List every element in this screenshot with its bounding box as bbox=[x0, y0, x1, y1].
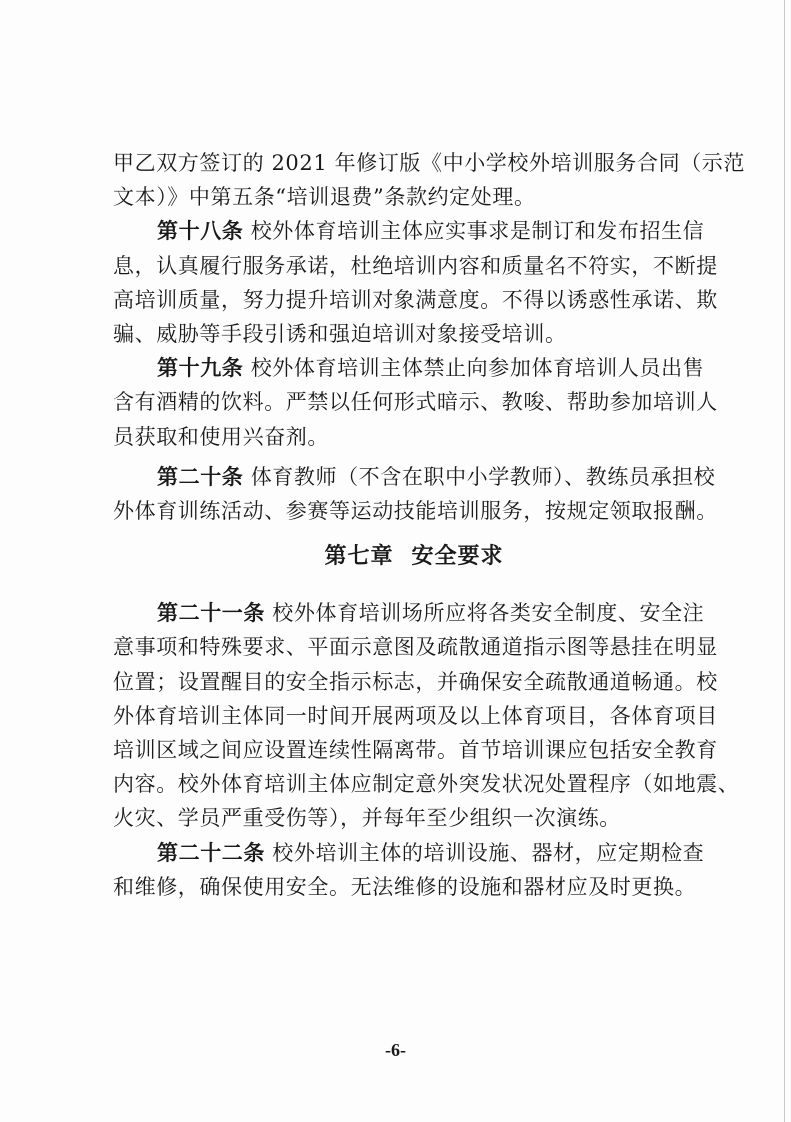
article-first-line bbox=[113, 836, 715, 870]
text-line: 意事项和特殊要求、平面示意图及疏散通道指示图等悬挂在明显 bbox=[113, 635, 718, 660]
article-20 bbox=[113, 460, 718, 528]
text-line: 甲乙双方签订的 2021 年修订版《中小学校外培训服务合同（示范 bbox=[113, 151, 745, 175]
article-text: 校外体育培训场所应将各类安全制度、安全注 bbox=[272, 601, 705, 626]
article-number: 第十八条 bbox=[157, 219, 244, 244]
text-line: 员获取和使用兴奋剂。 bbox=[113, 424, 329, 449]
article-text: 校外体育培训主体应实事求是制订和发布招生信 bbox=[250, 219, 705, 244]
article-text: 校外培训主体的培训设施、器材，应定期检查 bbox=[272, 840, 705, 865]
article-number: 第二十二条 bbox=[157, 840, 265, 865]
text-line: 火灾、学员严重受伤等），并每年至少组织一次演练。 bbox=[113, 806, 621, 831]
text-line: 位置；设置醒目的安全指示标志，并确保安全疏散通道畅通。校 bbox=[113, 669, 718, 694]
text-line: 和维修，确保使用安全。无法维修的设施和器材应及时更换。 bbox=[113, 874, 697, 899]
paragraph-continuation bbox=[113, 146, 745, 214]
text-line: 骗、威胁等手段引诱和强迫培训对象接受培训。 bbox=[113, 322, 567, 347]
text-line: 外体育培训主体同一时间开展两项及以上体育项目，各体育项目 bbox=[113, 703, 718, 728]
chapter-number: 第七章 bbox=[324, 544, 394, 570]
text-line: 文本）》中第五条“培训退费”条款约定处理。 bbox=[113, 185, 536, 210]
text-line: 息，认真履行服务承诺，杜绝培训内容和质量名不符实，不断提 bbox=[113, 253, 718, 278]
article-number: 第二十一条 bbox=[157, 601, 265, 626]
article-18 bbox=[113, 214, 718, 351]
article-first-line bbox=[113, 351, 715, 385]
article-first-line bbox=[113, 214, 715, 248]
text-line: 内容。校外体育培训主体应制定意外突发状况处置程序（如地震、 bbox=[113, 772, 740, 797]
article-19 bbox=[113, 351, 718, 454]
article-number: 第十九条 bbox=[157, 356, 244, 381]
text-line: 外体育训练活动、参赛等运动技能培训服务，按规定领取报酬。 bbox=[113, 499, 718, 524]
chapter-heading bbox=[113, 540, 715, 574]
body-text bbox=[113, 146, 745, 904]
text-line: 含有酒精的饮料。严禁以任何形式暗示、教唆、帮助参加培训人 bbox=[113, 390, 718, 415]
article-text: 体育教师（不含在职中小学教师）、教练员承担校 bbox=[250, 464, 716, 489]
scan-edge-line bbox=[784, 0, 785, 1122]
page-number: -6- bbox=[385, 1040, 406, 1060]
chapter-title: 安全要求 bbox=[411, 544, 504, 570]
article-first-line bbox=[113, 596, 715, 630]
text-line: 培训区域之间应设置连续性隔离带。首节培训课应包括安全教育 bbox=[113, 738, 718, 763]
text-line: 高培训质量，努力提升培训对象满意度。不得以诱惑性承诺、欺 bbox=[113, 287, 718, 312]
article-number: 第二十条 bbox=[157, 464, 244, 489]
article-text: 校外体育培训主体禁止向参加体育培训人员出售 bbox=[250, 356, 705, 381]
article-22 bbox=[113, 836, 715, 904]
article-21 bbox=[113, 596, 740, 835]
article-first-line bbox=[113, 460, 715, 494]
